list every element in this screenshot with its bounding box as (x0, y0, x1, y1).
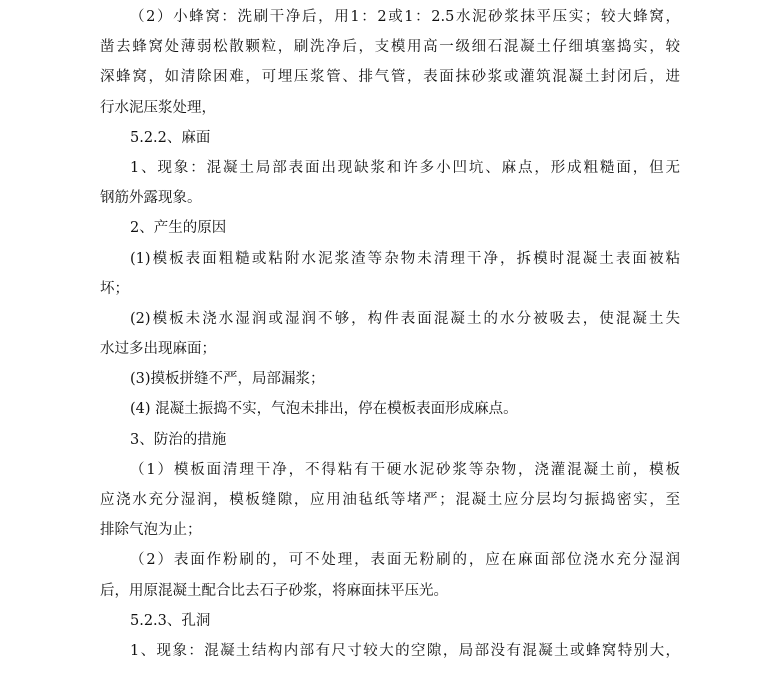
paragraph-line: 行水泥压浆处理， (100, 99, 216, 116)
paragraph-line: 应浇水充分湿润，模板缝隙，应用油毡纸等堵严；混凝土应分层均匀振捣密实，至 (100, 492, 680, 508)
paragraph-line: (4) 混凝土振捣不实，气泡未排出，停在模板表面形成麻点。 (130, 401, 518, 418)
paragraph-line: （1）模板面清理干净，不得粘有干硬水泥砂浆等杂物，浇灌混凝土前，模板 (130, 461, 680, 478)
paragraph-line: （2）小蜂窝：洗刷干净后，用1：2或1：2.5水泥砂浆抹平压实；较大蜂窝， (130, 9, 680, 25)
paragraph-line: 1、现象：混凝土结构内部有尺寸较大的空隙，局部没有混凝土或蜂窝特别大， (130, 642, 680, 659)
paragraph-line: (3)摸板拼缝不严，局部漏浆； (130, 371, 325, 388)
paragraph-line: (1)模板表面粗糙或粘附水泥浆渣等杂物未清理干净，拆模时混凝土表面被粘 (130, 250, 680, 267)
paragraph-line: （2）表面作粉刷的，可不处理，表面无粉刷的，应在麻面部位浇水充分湿润 (130, 552, 680, 569)
paragraph-line: 1、现象：混凝土局部表面出现缺浆和许多小凹坑、麻点，形成粗糙面，但无 (130, 159, 680, 176)
paragraph-line: 水过多出现麻面； (100, 341, 216, 358)
paragraph-line: 后，用原混凝土配合比去石子砂浆，将麻面抹平压光。 (100, 582, 448, 599)
section-heading: 5.2.3、孔洞 (130, 612, 211, 629)
section-heading: 5.2.2、麻面 (130, 129, 211, 146)
paragraph-line: (2)模板未浇水湿润或湿润不够，构件表面混凝土的水分被吸去，使混凝土失 (130, 310, 680, 327)
paragraph-line: 凿去蜂窝处薄弱松散颗粒，刷洗净后，支模用高一级细石混凝土仔细填塞捣实，较 (100, 39, 680, 56)
subheading: 2、产生的原因 (130, 220, 227, 237)
paragraph-line: 深蜂窝，如清除困难，可埋压浆管、排气管，表面抹砂浆或灌筑混凝土封闭后，进 (100, 69, 680, 86)
subheading: 3、防治的措施 (130, 431, 227, 448)
document-page (100, 0, 680, 666)
paragraph-line: 钢筋外露现象。 (100, 190, 202, 207)
paragraph-line: 排除气泡为止； (100, 522, 202, 539)
paragraph-line: 坏； (100, 280, 129, 297)
page-edge (770, 0, 782, 685)
